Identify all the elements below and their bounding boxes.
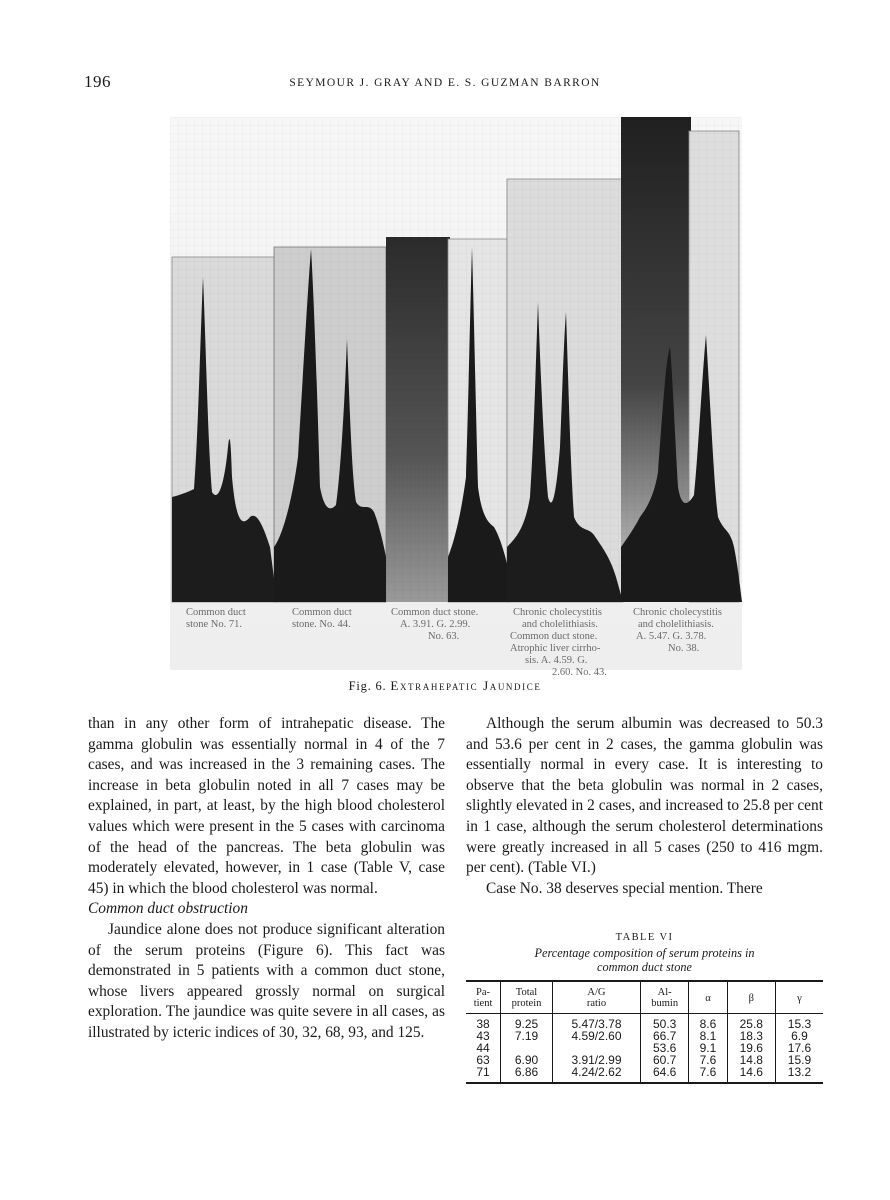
- cell-albumin: 66.7: [641, 1030, 689, 1042]
- figure-label: Fig. 6.: [348, 679, 387, 693]
- cell-ag-ratio: 3.91/2.99: [552, 1054, 640, 1066]
- cell-albumin: 64.6: [641, 1066, 689, 1083]
- cell-total-protein: 7.19: [501, 1030, 553, 1042]
- panel-caption-3-line-1: Common duct stone.: [391, 607, 479, 618]
- panel-caption-4-line-3: Common duct stone.: [510, 631, 598, 642]
- cell-beta: 25.8: [727, 1014, 775, 1031]
- header-albumin: Al- bumin: [641, 981, 689, 1014]
- panel-caption-5-line-1: Chronic cholecystitis: [633, 607, 722, 618]
- cell-alpha: 8.1: [689, 1030, 727, 1042]
- table-subtitle-line-1: Percentage composition of serum proteins in: [534, 946, 755, 960]
- table-row: [466, 1066, 823, 1083]
- panel-caption-5-line-3: A. 5.47. G. 3.78.: [636, 631, 707, 642]
- page-number: 196: [84, 72, 111, 91]
- figure-title: Extrahepatic Jaundice: [390, 678, 542, 693]
- cell-total-protein: 6.86: [501, 1066, 553, 1083]
- running-head: SEYMOUR J. GRAY AND E. S. GUZMAN BARRON: [289, 77, 601, 89]
- table-subtitle: [466, 946, 823, 974]
- cell-alpha: 8.6: [689, 1014, 727, 1031]
- cell-gamma: 17.6: [775, 1042, 823, 1054]
- panel-caption-4-line-4: Atrophic liver cirrho-: [510, 643, 601, 654]
- serum-protein-table: [466, 980, 823, 1084]
- panel-caption-1-line-1: Common duct: [186, 607, 246, 618]
- left-column: [88, 714, 445, 1044]
- cell-beta: 19.6: [727, 1042, 775, 1054]
- cell-patient: 71: [466, 1066, 501, 1083]
- header-gamma: γ: [775, 981, 823, 1014]
- panel-caption-2-line-1: Common duct: [292, 607, 352, 618]
- table-header-row: [466, 981, 823, 1014]
- figure-electrophoresis-patterns: [170, 117, 742, 678]
- cell-alpha: 9.1: [689, 1042, 727, 1054]
- panel-caption-4-line-6: 2.60. No. 43.: [552, 667, 607, 678]
- header-alpha: α: [689, 981, 727, 1014]
- cell-gamma: 15.3: [775, 1014, 823, 1031]
- right-paragraph-1: Although the serum albumin was decreased to 50.3 and 53.6 per cent in 2 cases, the gamma globulin was essentially normal in every case. It is interesting to observe that the beta globulin was normal in 2 cases, slightly elevated in 2 cases, and increased to 25.8 per cent in 1 case, although the serum cholesterol determinations were greatly increased in all 5 cases (250 to 416 mgm. per cent). (Table VI.): [466, 715, 823, 877]
- cell-ag-ratio: 4.59/2.60: [552, 1030, 640, 1042]
- header-patient: Pa- tient: [466, 981, 501, 1014]
- electrophoresis-photo: [170, 117, 742, 678]
- cell-gamma: 13.2: [775, 1066, 823, 1083]
- header-beta: β: [727, 981, 775, 1014]
- right-paragraph-2: Case No. 38 deserves special mention. There: [486, 879, 763, 897]
- cell-patient: 63: [476, 1053, 490, 1067]
- table-title: TABLE VI: [615, 932, 674, 943]
- table-subtitle-line-2: common duct stone: [597, 960, 692, 974]
- section-heading-common-duct: Common duct obstruction: [88, 900, 248, 918]
- table-row: [466, 1014, 823, 1031]
- cell-patient: 44: [476, 1041, 490, 1055]
- panel-caption-2-line-2: stone. No. 44.: [292, 619, 351, 630]
- panel-caption-1: [186, 607, 246, 630]
- cell-patient: 43: [476, 1029, 490, 1043]
- table-row: [466, 1030, 823, 1042]
- panel-caption-5-line-4: No. 38.: [668, 643, 700, 654]
- panel-caption-5-line-2: and cholelithiasis.: [638, 619, 714, 630]
- cell-albumin: 50.3: [641, 1014, 689, 1031]
- panel-caption-3-line-3: No. 63.: [428, 631, 460, 642]
- cell-beta: 14.8: [727, 1054, 775, 1066]
- panel-caption-3-line-2: A. 3.91. G. 2.99.: [400, 619, 471, 630]
- cell-alpha: 7.6: [689, 1066, 727, 1083]
- left-paragraph-1: than in any other form of intrahepatic disease. The gamma globulin was essentially normal in 4 of the 7 cases, and was increased in the 3 remaining cases. The increase in beta globulin noted in all 7 cases may be explained, in part, at least, by the high blood cholesterol values which were present in the 5 cases with carcinoma of the head of the pancreas. The beta globulin was moderately elevated, however, in 1 case (Table V, case 45) in which the blood cholesterol was normal.: [88, 715, 445, 897]
- header-total-protein: Total protein: [501, 981, 553, 1014]
- cell-gamma: 15.9: [775, 1054, 823, 1066]
- cell-beta: 14.6: [727, 1066, 775, 1083]
- panel-caption-2: [292, 607, 352, 630]
- cell-alpha: 7.6: [689, 1054, 727, 1066]
- cell-total-protein: 6.90: [501, 1054, 553, 1066]
- panel-caption-4-line-2: and cholelithiasis.: [522, 619, 598, 630]
- cell-total-protein: 9.25: [501, 1014, 553, 1031]
- table-body: [466, 1014, 823, 1084]
- header-ag-ratio: A/G ratio: [552, 981, 640, 1014]
- panel-caption-4-line-5: sis. A. 4.59. G.: [525, 655, 588, 666]
- left-paragraph-2: Jaundice alone does not produce significant alteration of the serum proteins (Figure 6). This fact was demonstrated in 5 patients with a common duct stone, whose livers appeared grossly normal on surgical exploration. The jaundice was quite severe in all cases, as illustrated by icteric indices of 30, 32, 68, 93, and 125.: [88, 920, 445, 1041]
- cell-ag-ratio: 4.24/2.62: [552, 1066, 640, 1083]
- cell-beta: 18.3: [727, 1030, 775, 1042]
- cell-albumin: 60.7: [641, 1054, 689, 1066]
- cell-ag-ratio: 5.47/3.78: [552, 1014, 640, 1031]
- panel-caption-1-line-2: stone No. 71.: [186, 619, 242, 630]
- right-column: [466, 714, 823, 899]
- figure-caption: [0, 678, 890, 694]
- panel-caption-4-line-1: Chronic cholecystitis: [513, 607, 602, 618]
- cell-albumin: 53.6: [641, 1042, 689, 1054]
- cell-gamma: 6.9: [775, 1030, 823, 1042]
- cell-patient: 38: [476, 1017, 490, 1031]
